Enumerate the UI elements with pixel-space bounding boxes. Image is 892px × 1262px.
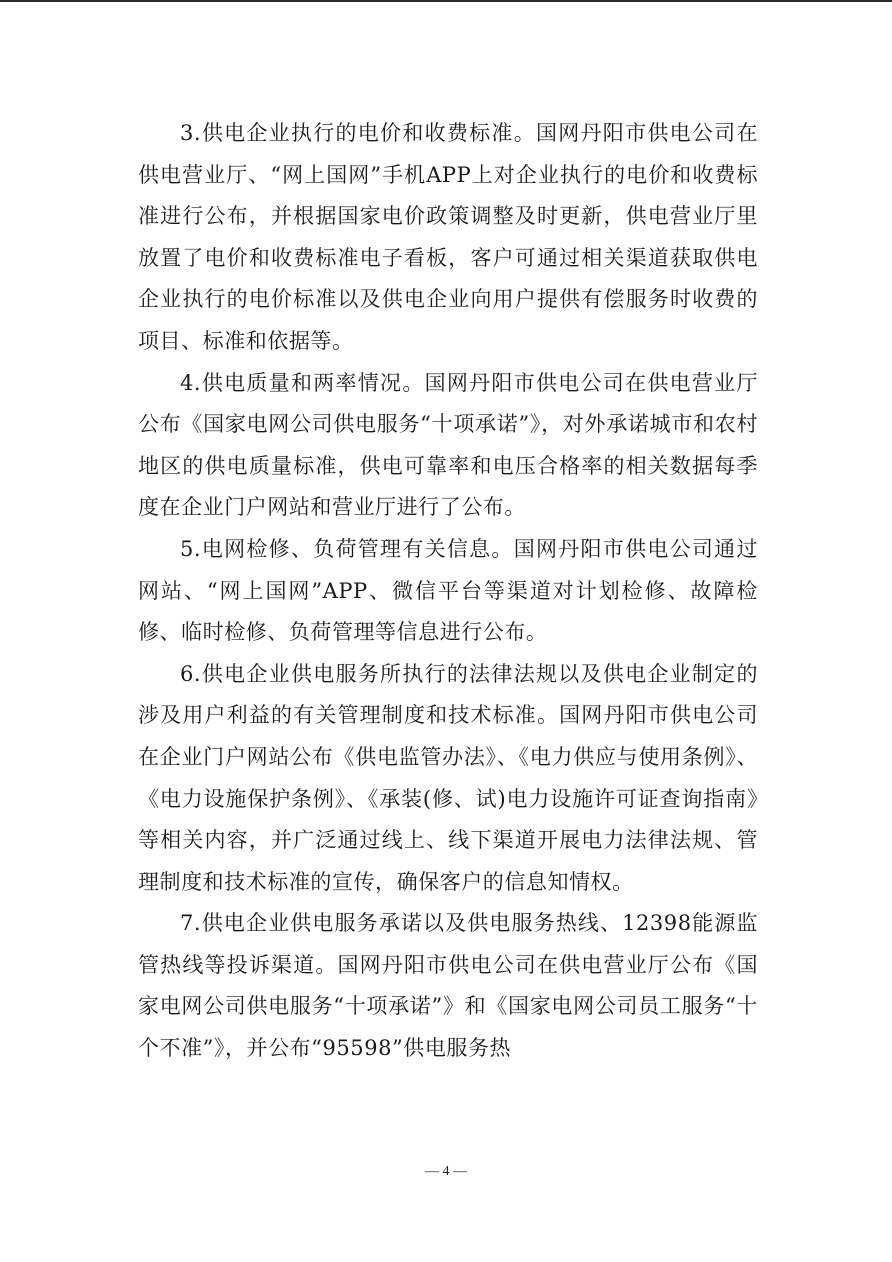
paragraph-item-3: 3.供电企业执行的电价和收费标准。国网丹阳市供电公司在供电营业厅、“网上国网”手机APP上对企业执行的电价和收费标准进行公布，并根据国家电价政策调整及时更新，供电营业厅里放置了电价和收费标准电子看板，客户可通过相关渠道获取供电企业执行的电价标准以及供电企业向用户提供有偿服务时收费的项目、标准和依据等。 xyxy=(138,121,758,353)
paragraph-item-5: 5.电网检修、负荷管理有关信息。国网丹阳市供电公司通过网站、“网上国网”APP、微信平台等渠道对计划检修、故障检修、临时检修、负荷管理等信息进行公布。 xyxy=(138,536,758,645)
page-number: — 4 — xyxy=(425,1164,467,1179)
document-body xyxy=(138,113,758,1070)
paragraph-item-6: 6.供电企业供电服务所执行的法律法规以及供电企业制定的涉及用户利益的有关管理制度和技术标准。国网丹阳市供电公司在企业门户网站公布《供电监管办法》、《电力供应与使用条例》、《电力设施保护条例》、《承装(修、试)电力设施许可证查询指南》等相关内容，并广泛通过线上、线下渠道开展电力法律法规、管理制度和技术标准的宣传，确保客户的信息知情权。 xyxy=(138,661,758,894)
page-top-border xyxy=(0,0,892,2)
paragraph-item-4: 4.供电质量和两率情况。国网丹阳市供电公司在供电营业厅公布《国家电网公司供电服务“十项承诺”》，对外承诺城市和农村地区的供电质量标准，供电可靠率和电压合格率的相关数据每季度在企业门户网站和营业厅进行了公布。 xyxy=(138,370,758,520)
paragraph-item-7: 7.供电企业供电服务承诺以及供电服务热线、12398能源监管热线等投诉渠道。国网丹阳市供电公司在供电营业厅公布《国家电网公司供电服务“十项承诺”》和《国家电网公司员工服务“十个不准”》，并公布“95598”供电服务热 xyxy=(138,911,758,1061)
